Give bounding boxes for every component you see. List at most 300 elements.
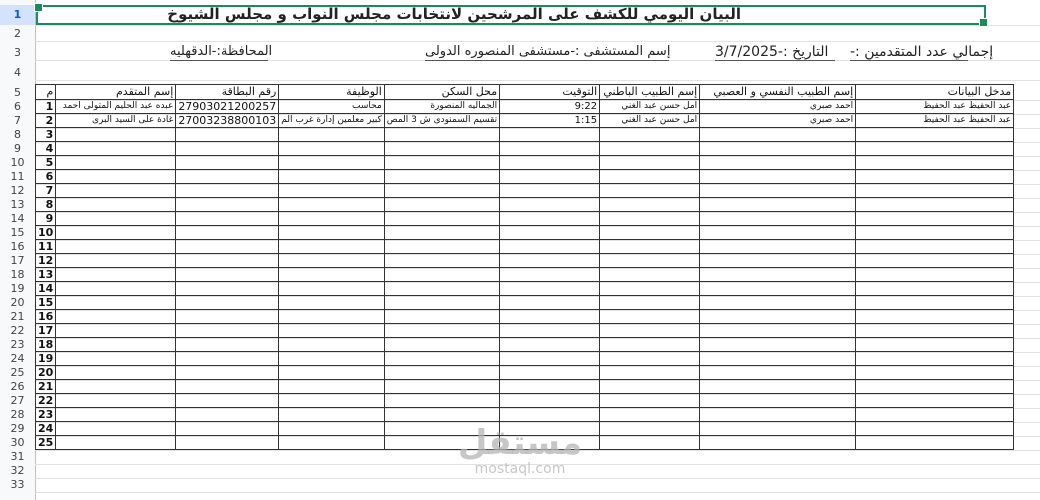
- grid-line: [35, 41, 1040, 42]
- cell-time[interactable]: [500, 310, 600, 324]
- table-row: [36, 240, 1014, 254]
- row-number[interactable]: 5: [14, 86, 21, 99]
- cell-job[interactable]: [279, 268, 385, 282]
- cell-job[interactable]: [279, 310, 385, 324]
- cell-entry[interactable]: عبد الحفيظ عبد الحفيظ: [856, 114, 1014, 128]
- cell-time[interactable]: [500, 240, 600, 254]
- row-number[interactable]: 4: [14, 66, 21, 79]
- cell-entry[interactable]: [856, 324, 1014, 338]
- cell-entry[interactable]: [856, 366, 1014, 380]
- cell-job[interactable]: [279, 226, 385, 240]
- cell-internist[interactable]: [600, 128, 700, 142]
- cell-name[interactable]: [56, 296, 176, 310]
- cell-job[interactable]: [279, 296, 385, 310]
- row-number[interactable]: 25: [10, 366, 25, 379]
- cell-idx[interactable]: 2: [36, 114, 56, 128]
- cell-job[interactable]: [279, 128, 385, 142]
- cell-card[interactable]: [176, 170, 279, 184]
- grid-line: [35, 80, 1040, 81]
- cell-internist[interactable]: [600, 352, 700, 366]
- row-number[interactable]: 18: [10, 268, 25, 281]
- cell-internist[interactable]: [600, 184, 700, 198]
- cell-internist[interactable]: [600, 324, 700, 338]
- row-number[interactable]: 19: [10, 282, 25, 295]
- cell-psych[interactable]: [700, 142, 856, 156]
- watermark-latin: mostaql.com: [474, 461, 566, 477]
- cell-time[interactable]: [500, 296, 600, 310]
- cell-psych[interactable]: [700, 184, 856, 198]
- cell-name[interactable]: [56, 156, 176, 170]
- cell-time[interactable]: [500, 338, 600, 352]
- cell-address[interactable]: تقسيم السمنودى ش 3 المص: [384, 114, 499, 128]
- cell-internist[interactable]: [600, 296, 700, 310]
- cell-idx[interactable]: 18: [36, 338, 56, 352]
- cell-name[interactable]: [56, 184, 176, 198]
- cell-address[interactable]: [384, 310, 499, 324]
- cell-idx[interactable]: 25: [36, 436, 56, 450]
- cell-entry[interactable]: [856, 212, 1014, 226]
- cell-job[interactable]: [279, 184, 385, 198]
- cell-time[interactable]: 1:15: [500, 114, 600, 128]
- cell-address[interactable]: [384, 128, 499, 142]
- cell-address[interactable]: [384, 142, 499, 156]
- cell-idx[interactable]: 16: [36, 310, 56, 324]
- cell-name[interactable]: [56, 366, 176, 380]
- col-header-address[interactable]: محل السكن: [384, 85, 499, 100]
- cell-time[interactable]: [500, 184, 600, 198]
- cell-entry[interactable]: [856, 142, 1014, 156]
- cell-name[interactable]: [56, 310, 176, 324]
- row-number[interactable]: 3: [14, 46, 21, 59]
- col-header-card[interactable]: رقم البطاقة: [176, 85, 279, 100]
- cell-card[interactable]: [176, 380, 279, 394]
- cell-job[interactable]: كبير معلمين إدارة غرب الم: [279, 114, 385, 128]
- table-header-row: [36, 85, 1014, 100]
- cell-time[interactable]: [500, 366, 600, 380]
- row-header-column: [0, 0, 36, 500]
- cell-address[interactable]: [384, 254, 499, 268]
- cell-psych[interactable]: [700, 170, 856, 184]
- cell-address[interactable]: [384, 380, 499, 394]
- cell-job[interactable]: [279, 212, 385, 226]
- cell-name[interactable]: [56, 170, 176, 184]
- cell-job[interactable]: [279, 156, 385, 170]
- cell-address[interactable]: [384, 366, 499, 380]
- cell-idx[interactable]: 1: [36, 100, 56, 114]
- table-row: [36, 114, 1014, 128]
- cell-psych[interactable]: [700, 240, 856, 254]
- cell-name[interactable]: [56, 282, 176, 296]
- table-row: [36, 212, 1014, 226]
- col-header-psych[interactable]: إسم الطبيب النفسي و العصبي: [700, 85, 856, 100]
- row-number[interactable]: 33: [10, 478, 25, 491]
- cell-internist[interactable]: [600, 436, 700, 450]
- col-header-name[interactable]: إسم المتقدم: [56, 85, 176, 100]
- row-number[interactable]: 32: [10, 464, 25, 477]
- date-label[interactable]: التاريخ :-3/7/2025: [715, 44, 829, 60]
- row-number[interactable]: 27: [10, 394, 25, 407]
- cell-idx[interactable]: 10: [36, 226, 56, 240]
- cell-time[interactable]: [500, 170, 600, 184]
- cell-internist[interactable]: [600, 212, 700, 226]
- governorate-underline: [170, 60, 268, 61]
- cell-idx[interactable]: 4: [36, 142, 56, 156]
- cell-time[interactable]: [500, 282, 600, 296]
- row-number[interactable]: 8: [14, 128, 21, 141]
- cell-entry[interactable]: [856, 296, 1014, 310]
- table-row: [36, 142, 1014, 156]
- cell-address[interactable]: [384, 268, 499, 282]
- cell-idx[interactable]: 17: [36, 324, 56, 338]
- cell-job[interactable]: [279, 394, 385, 408]
- cell-idx[interactable]: 14: [36, 282, 56, 296]
- cell-entry[interactable]: [856, 352, 1014, 366]
- row-number[interactable]: 21: [10, 310, 25, 323]
- cell-name[interactable]: [56, 128, 176, 142]
- cell-time[interactable]: [500, 128, 600, 142]
- cell-card[interactable]: [176, 324, 279, 338]
- table-row: [36, 408, 1014, 422]
- row-number[interactable]: 16: [10, 240, 25, 253]
- col-header-job[interactable]: الوظيفة: [279, 85, 385, 100]
- cell-internist[interactable]: [600, 240, 700, 254]
- cell-address[interactable]: [384, 156, 499, 170]
- cell-idx[interactable]: 21: [36, 380, 56, 394]
- col-header-index[interactable]: م: [36, 85, 56, 100]
- row-number[interactable]: 30: [10, 436, 25, 449]
- cell-card[interactable]: [176, 198, 279, 212]
- cell-time[interactable]: [500, 254, 600, 268]
- col-header-time[interactable]: التوقيت: [500, 85, 600, 100]
- cell-address[interactable]: الجماليه المنصورة: [384, 100, 499, 114]
- cell-name[interactable]: [56, 198, 176, 212]
- candidates-table: [35, 84, 1014, 450]
- cell-entry[interactable]: [856, 394, 1014, 408]
- cell-job[interactable]: [279, 366, 385, 380]
- cell-card[interactable]: [176, 282, 279, 296]
- cell-internist[interactable]: [600, 282, 700, 296]
- cell-psych[interactable]: [700, 394, 856, 408]
- cell-idx[interactable]: 5: [36, 156, 56, 170]
- cell-idx[interactable]: 20: [36, 366, 56, 380]
- cell-name[interactable]: [56, 324, 176, 338]
- cell-psych[interactable]: [700, 408, 856, 422]
- cell-time[interactable]: [500, 198, 600, 212]
- cell-idx[interactable]: 9: [36, 212, 56, 226]
- row-number[interactable]: 11: [10, 170, 25, 183]
- row-number[interactable]: 28: [10, 408, 25, 421]
- cell-time[interactable]: [500, 212, 600, 226]
- cell-name[interactable]: [56, 254, 176, 268]
- cell-name[interactable]: [56, 352, 176, 366]
- row-number[interactable]: 12: [10, 184, 25, 197]
- cell-name[interactable]: عبده عبد الحليم المتولى احمد: [56, 100, 176, 114]
- grid-line: [35, 478, 1040, 479]
- row-number[interactable]: 7: [14, 114, 21, 127]
- cell-entry[interactable]: [856, 422, 1014, 436]
- row-number[interactable]: 26: [10, 380, 25, 393]
- cell-idx[interactable]: 8: [36, 198, 56, 212]
- cell-time[interactable]: [500, 226, 600, 240]
- row-number[interactable]: 6: [14, 100, 21, 113]
- cell-address[interactable]: [384, 184, 499, 198]
- cell-psych[interactable]: [700, 156, 856, 170]
- cell-psych[interactable]: [700, 296, 856, 310]
- cell-name[interactable]: [56, 394, 176, 408]
- cell-internist[interactable]: [600, 422, 700, 436]
- cell-job[interactable]: [279, 422, 385, 436]
- cell-idx[interactable]: 6: [36, 170, 56, 184]
- table-row: [36, 282, 1014, 296]
- row-number[interactable]: 20: [10, 296, 25, 309]
- table-row: [36, 198, 1014, 212]
- row-number[interactable]: 23: [10, 338, 25, 351]
- cell-address[interactable]: [384, 338, 499, 352]
- cell-address[interactable]: [384, 170, 499, 184]
- cell-address[interactable]: [384, 198, 499, 212]
- cell-name[interactable]: [56, 268, 176, 282]
- cell-card[interactable]: [176, 394, 279, 408]
- cell-psych[interactable]: [700, 212, 856, 226]
- cell-internist[interactable]: [600, 366, 700, 380]
- grid-line: [35, 492, 1040, 493]
- cell-address[interactable]: [384, 226, 499, 240]
- cell-name[interactable]: [56, 422, 176, 436]
- cell-address[interactable]: [384, 394, 499, 408]
- cell-time[interactable]: [500, 142, 600, 156]
- cell-name[interactable]: [56, 408, 176, 422]
- cell-job[interactable]: [279, 324, 385, 338]
- cell-entry[interactable]: [856, 268, 1014, 282]
- table-row: [36, 254, 1014, 268]
- row-number[interactable]: 9: [14, 142, 21, 155]
- cell-name[interactable]: [56, 380, 176, 394]
- cell-job[interactable]: [279, 198, 385, 212]
- row-number[interactable]: 29: [10, 422, 25, 435]
- cell-psych[interactable]: [700, 380, 856, 394]
- cell-name[interactable]: [56, 436, 176, 450]
- cell-psych[interactable]: [700, 226, 856, 240]
- cell-entry[interactable]: [856, 282, 1014, 296]
- sheet-title: البيان اليومي للكشف على المرشحين لانتخابات مجلس النواب و مجلس الشيوخ: [167, 5, 741, 23]
- table-row: [36, 296, 1014, 310]
- cell-psych[interactable]: [700, 436, 856, 450]
- cell-entry[interactable]: عبد الحفيظ عبد الحفيظ: [856, 100, 1014, 114]
- row-number[interactable]: 24: [10, 352, 25, 365]
- row-number[interactable]: 13: [10, 198, 25, 211]
- cell-internist[interactable]: [600, 170, 700, 184]
- cell-internist[interactable]: [600, 198, 700, 212]
- row-number[interactable]: 22: [10, 324, 25, 337]
- cell-entry[interactable]: [856, 240, 1014, 254]
- cell-job[interactable]: [279, 352, 385, 366]
- row-number[interactable]: 1: [0, 5, 35, 25]
- table-row: [36, 338, 1014, 352]
- cell-idx[interactable]: 3: [36, 128, 56, 142]
- table-row: [36, 100, 1014, 114]
- cell-name[interactable]: [56, 240, 176, 254]
- cell-card[interactable]: [176, 352, 279, 366]
- cell-entry[interactable]: [856, 338, 1014, 352]
- cell-card[interactable]: [176, 436, 279, 450]
- row-number[interactable]: 15: [10, 226, 25, 239]
- cell-entry[interactable]: [856, 226, 1014, 240]
- cell-job[interactable]: [279, 408, 385, 422]
- total-underline: [850, 60, 968, 61]
- cell-address[interactable]: [384, 296, 499, 310]
- cell-entry[interactable]: [856, 310, 1014, 324]
- cell-card[interactable]: 27903021200257: [176, 100, 279, 114]
- cell-name[interactable]: [56, 338, 176, 352]
- cell-psych[interactable]: احمد صبري: [700, 114, 856, 128]
- cell-card[interactable]: [176, 128, 279, 142]
- cell-card[interactable]: [176, 156, 279, 170]
- table-row: [36, 226, 1014, 240]
- cell-job[interactable]: [279, 282, 385, 296]
- cell-internist[interactable]: [600, 408, 700, 422]
- cell-psych[interactable]: [700, 128, 856, 142]
- governorate-label[interactable]: المحافظة:-الدقهليه: [170, 44, 273, 59]
- cell-time[interactable]: [500, 268, 600, 282]
- col-header-internist[interactable]: إسم الطبيب الباطني: [600, 85, 700, 100]
- cell-card[interactable]: [176, 366, 279, 380]
- cell-idx[interactable]: 15: [36, 296, 56, 310]
- cell-card[interactable]: [176, 268, 279, 282]
- cell-internist[interactable]: [600, 310, 700, 324]
- table-row: [36, 352, 1014, 366]
- cell-job[interactable]: [279, 254, 385, 268]
- cell-job[interactable]: [279, 338, 385, 352]
- cell-psych[interactable]: [700, 366, 856, 380]
- cell-internist[interactable]: [600, 380, 700, 394]
- cell-psych[interactable]: [700, 310, 856, 324]
- table-row: [36, 380, 1014, 394]
- cell-time[interactable]: [500, 324, 600, 338]
- row-number[interactable]: 10: [10, 156, 25, 169]
- row-number[interactable]: 2: [14, 27, 21, 40]
- col-header-data-entry[interactable]: مدخل البيانات: [856, 85, 1014, 100]
- cell-address[interactable]: [384, 240, 499, 254]
- cell-job[interactable]: [279, 436, 385, 450]
- cell-idx[interactable]: 12: [36, 254, 56, 268]
- grid-line: [35, 25, 1040, 26]
- cell-job[interactable]: [279, 240, 385, 254]
- cell-name[interactable]: [56, 212, 176, 226]
- cell-entry[interactable]: [856, 128, 1014, 142]
- cell-idx[interactable]: 19: [36, 352, 56, 366]
- cell-time[interactable]: [500, 156, 600, 170]
- cell-internist[interactable]: [600, 226, 700, 240]
- cell-job[interactable]: [279, 380, 385, 394]
- cell-job[interactable]: [279, 142, 385, 156]
- cell-name[interactable]: غادة على السيد البرى: [56, 114, 176, 128]
- cell-entry[interactable]: [856, 380, 1014, 394]
- cell-internist[interactable]: [600, 254, 700, 268]
- cell-internist[interactable]: [600, 394, 700, 408]
- table-row: [36, 184, 1014, 198]
- cell-entry[interactable]: [856, 170, 1014, 184]
- cell-psych[interactable]: [700, 324, 856, 338]
- cell-psych[interactable]: [700, 198, 856, 212]
- cell-internist[interactable]: [600, 142, 700, 156]
- row-number[interactable]: 14: [10, 212, 25, 225]
- cell-idx[interactable]: 11: [36, 240, 56, 254]
- cell-name[interactable]: [56, 226, 176, 240]
- cell-time[interactable]: 9:22: [500, 100, 600, 114]
- hospital-label[interactable]: إسم المستشفى :-مستشفى المنصوره الدولى: [425, 44, 671, 59]
- cell-card[interactable]: [176, 142, 279, 156]
- cell-time[interactable]: [500, 408, 600, 422]
- cell-psych[interactable]: [700, 282, 856, 296]
- selection-handle-bottom-right[interactable]: [979, 18, 988, 27]
- cell-entry[interactable]: [856, 436, 1014, 450]
- cell-card[interactable]: [176, 296, 279, 310]
- cell-idx[interactable]: 23: [36, 408, 56, 422]
- cell-address[interactable]: [384, 352, 499, 366]
- cell-psych[interactable]: [700, 268, 856, 282]
- cell-psych[interactable]: [700, 352, 856, 366]
- table-row: [36, 156, 1014, 170]
- cell-time[interactable]: [500, 394, 600, 408]
- cell-internist[interactable]: [600, 268, 700, 282]
- cell-idx[interactable]: 24: [36, 422, 56, 436]
- table-row: [36, 324, 1014, 338]
- cell-address[interactable]: [384, 408, 499, 422]
- cell-card[interactable]: 27003238800103: [176, 114, 279, 128]
- cell-card[interactable]: [176, 212, 279, 226]
- cell-name[interactable]: [56, 142, 176, 156]
- cell-card[interactable]: [176, 408, 279, 422]
- cell-idx[interactable]: 13: [36, 268, 56, 282]
- cell-address[interactable]: [384, 282, 499, 296]
- cell-entry[interactable]: [856, 254, 1014, 268]
- cell-card[interactable]: [176, 422, 279, 436]
- cell-card[interactable]: [176, 226, 279, 240]
- cell-entry[interactable]: [856, 408, 1014, 422]
- cell-time[interactable]: [500, 380, 600, 394]
- table-row: [36, 366, 1014, 380]
- cell-time[interactable]: [500, 352, 600, 366]
- cell-card[interactable]: [176, 338, 279, 352]
- cell-card[interactable]: [176, 184, 279, 198]
- cell-psych[interactable]: [700, 254, 856, 268]
- total-applicants-label[interactable]: إجمالي عدد المتقدمين :-: [850, 44, 994, 60]
- cell-card[interactable]: [176, 240, 279, 254]
- cell-idx[interactable]: 7: [36, 184, 56, 198]
- cell-internist[interactable]: امل حسن عبد الغني: [600, 114, 700, 128]
- table-row: [36, 128, 1014, 142]
- cell-entry[interactable]: [856, 198, 1014, 212]
- cell-address[interactable]: [384, 324, 499, 338]
- cell-psych[interactable]: [700, 422, 856, 436]
- cell-psych[interactable]: احمد صبري: [700, 100, 856, 114]
- cell-address[interactable]: [384, 212, 499, 226]
- table-row: [36, 268, 1014, 282]
- cell-job[interactable]: [279, 170, 385, 184]
- cell-internist[interactable]: [600, 156, 700, 170]
- cell-idx[interactable]: 22: [36, 394, 56, 408]
- cell-job[interactable]: محاسب: [279, 100, 385, 114]
- cell-card[interactable]: [176, 254, 279, 268]
- cell-internist[interactable]: امل حسن عبد الغني: [600, 100, 700, 114]
- cell-internist[interactable]: [600, 338, 700, 352]
- cell-entry[interactable]: [856, 184, 1014, 198]
- cell-entry[interactable]: [856, 156, 1014, 170]
- cell-psych[interactable]: [700, 338, 856, 352]
- row-number[interactable]: 17: [10, 254, 25, 267]
- cell-card[interactable]: [176, 310, 279, 324]
- row-number[interactable]: 31: [10, 450, 25, 463]
